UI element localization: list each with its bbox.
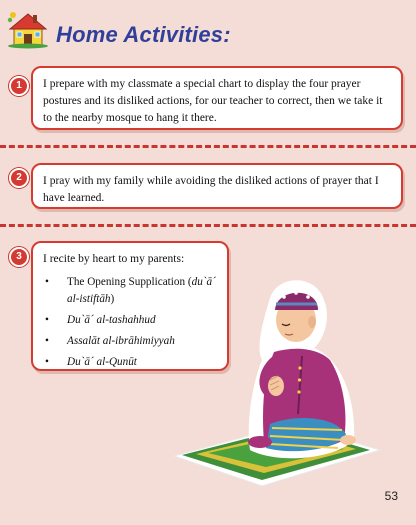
activity-card-2 (31, 163, 403, 209)
activity-card-1 (31, 66, 403, 130)
section-divider (0, 145, 416, 148)
activity-number-1: 1 (9, 76, 29, 96)
activity-text-1: I prepare with my classmate a special chart to display the four prayer postures and its disliked actions, for our teacher to correct, then we take it to the nearby mosque to hang it there. (43, 78, 383, 124)
activity-intro-3: I recite by heart to my parents: (43, 253, 185, 265)
activity-number-3: 3 (9, 247, 29, 267)
activity-text-2: I pray with my family while avoiding the disliked actions of prayer that I have learned. (43, 175, 379, 204)
list-item: • Du`ā´ al-tashahhud (43, 312, 217, 329)
list-item: • Assalāt al-ibrāhimiyyah (43, 333, 217, 350)
page-title: Home Activities: (56, 22, 231, 47)
list-item: • Du`ā´ al-Qunūt (43, 354, 217, 371)
page-number: 53 (384, 489, 398, 503)
praying-boy-illustration (166, 264, 384, 490)
list-item: • The Opening Supplication (du`ā´ al-istiftāh) (43, 274, 217, 308)
section-divider (0, 224, 416, 227)
house-icon (6, 6, 50, 50)
activity-number-2: 2 (9, 168, 29, 188)
